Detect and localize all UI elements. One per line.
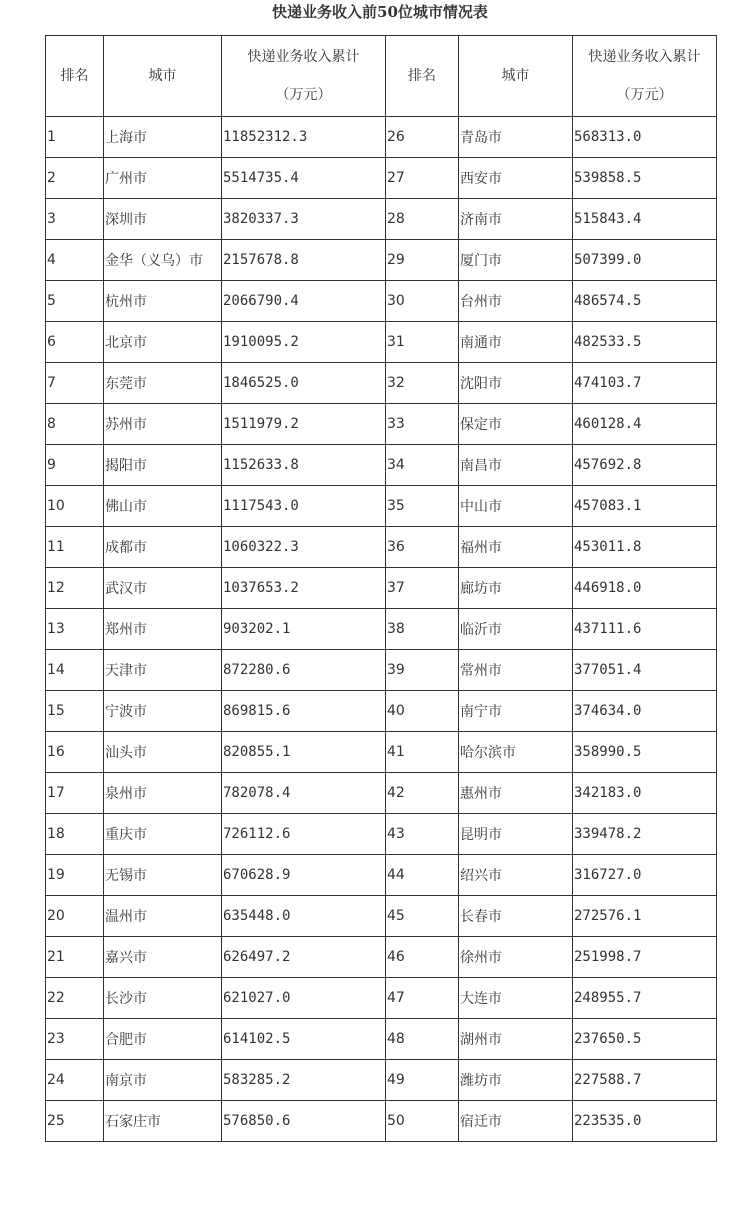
rank-cell: 23 xyxy=(46,1019,104,1060)
city-cell: 南昌市 xyxy=(459,445,573,486)
revenue-cell: 539858.5 xyxy=(573,158,717,199)
rank-cell: 16 xyxy=(46,732,104,773)
table-row xyxy=(46,281,717,322)
rank-cell: 32 xyxy=(386,363,459,404)
revenue-cell: 248955.7 xyxy=(573,978,717,1019)
city-cell: 惠州市 xyxy=(459,773,573,814)
revenue-cell: 457083.1 xyxy=(573,486,717,527)
header-city-right: 城市 xyxy=(459,36,573,117)
city-cell: 重庆市 xyxy=(104,814,222,855)
revenue-cell: 316727.0 xyxy=(573,855,717,896)
revenue-cell: 507399.0 xyxy=(573,240,717,281)
rank-cell: 2 xyxy=(46,158,104,199)
rank-cell: 10 xyxy=(46,486,104,527)
city-cell: 东莞市 xyxy=(104,363,222,404)
city-cell: 沈阳市 xyxy=(459,363,573,404)
city-cell: 南宁市 xyxy=(459,691,573,732)
table-row xyxy=(46,1060,717,1101)
revenue-cell: 1117543.0 xyxy=(222,486,386,527)
city-cell: 宿迁市 xyxy=(459,1101,573,1142)
rank-cell: 20 xyxy=(46,896,104,937)
revenue-cell: 576850.6 xyxy=(222,1101,386,1142)
revenue-cell: 1037653.2 xyxy=(222,568,386,609)
rank-cell: 42 xyxy=(386,773,459,814)
city-cell: 大连市 xyxy=(459,978,573,1019)
city-revenue-table xyxy=(45,35,717,1142)
revenue-cell: 482533.5 xyxy=(573,322,717,363)
table-row xyxy=(46,609,717,650)
rank-cell: 1 xyxy=(46,117,104,158)
city-cell: 汕头市 xyxy=(104,732,222,773)
header-rank-left: 排名 xyxy=(46,36,104,117)
city-cell: 天津市 xyxy=(104,650,222,691)
city-cell: 潍坊市 xyxy=(459,1060,573,1101)
revenue-cell: 223535.0 xyxy=(573,1101,717,1142)
rank-cell: 46 xyxy=(386,937,459,978)
city-cell: 泉州市 xyxy=(104,773,222,814)
rank-cell: 50 xyxy=(386,1101,459,1142)
table-row xyxy=(46,937,717,978)
city-cell: 揭阳市 xyxy=(104,445,222,486)
revenue-cell: 583285.2 xyxy=(222,1060,386,1101)
rank-cell: 11 xyxy=(46,527,104,568)
revenue-cell: 515843.4 xyxy=(573,199,717,240)
table-row xyxy=(46,404,717,445)
city-cell: 嘉兴市 xyxy=(104,937,222,978)
rank-cell: 5 xyxy=(46,281,104,322)
city-cell: 湖州市 xyxy=(459,1019,573,1060)
table-row xyxy=(46,568,717,609)
city-cell: 温州市 xyxy=(104,896,222,937)
table-row xyxy=(46,117,717,158)
city-cell: 保定市 xyxy=(459,404,573,445)
table-row xyxy=(46,322,717,363)
rank-cell: 41 xyxy=(386,732,459,773)
rank-cell: 38 xyxy=(386,609,459,650)
rank-cell: 30 xyxy=(386,281,459,322)
revenue-cell: 486574.5 xyxy=(573,281,717,322)
rank-cell: 3 xyxy=(46,199,104,240)
revenue-cell: 1060322.3 xyxy=(222,527,386,568)
rank-cell: 43 xyxy=(386,814,459,855)
rank-cell: 18 xyxy=(46,814,104,855)
city-cell: 深圳市 xyxy=(104,199,222,240)
city-cell: 宁波市 xyxy=(104,691,222,732)
city-cell: 佛山市 xyxy=(104,486,222,527)
city-cell: 常州市 xyxy=(459,650,573,691)
table-row xyxy=(46,445,717,486)
city-cell: 临沂市 xyxy=(459,609,573,650)
table-row xyxy=(46,363,717,404)
city-cell: 厦门市 xyxy=(459,240,573,281)
city-cell: 徐州市 xyxy=(459,937,573,978)
city-cell: 合肥市 xyxy=(104,1019,222,1060)
city-cell: 长春市 xyxy=(459,896,573,937)
city-cell: 郑州市 xyxy=(104,609,222,650)
revenue-cell: 872280.6 xyxy=(222,650,386,691)
revenue-cell: 820855.1 xyxy=(222,732,386,773)
revenue-cell: 437111.6 xyxy=(573,609,717,650)
table-row xyxy=(46,773,717,814)
city-cell: 武汉市 xyxy=(104,568,222,609)
revenue-cell: 457692.8 xyxy=(573,445,717,486)
rank-cell: 47 xyxy=(386,978,459,1019)
revenue-cell: 869815.6 xyxy=(222,691,386,732)
revenue-cell: 374634.0 xyxy=(573,691,717,732)
city-cell: 苏州市 xyxy=(104,404,222,445)
city-cell: 福州市 xyxy=(459,527,573,568)
revenue-cell: 568313.0 xyxy=(573,117,717,158)
table-row xyxy=(46,240,717,281)
rank-cell: 6 xyxy=(46,322,104,363)
revenue-cell: 635448.0 xyxy=(222,896,386,937)
table-row xyxy=(46,199,717,240)
rank-cell: 19 xyxy=(46,855,104,896)
table-row xyxy=(46,486,717,527)
city-cell: 济南市 xyxy=(459,199,573,240)
header-revenue-right-line2: （万元） xyxy=(616,87,673,103)
header-revenue-right xyxy=(573,36,717,117)
city-cell: 无锡市 xyxy=(104,855,222,896)
header-rank-right: 排名 xyxy=(386,36,459,117)
rank-cell: 45 xyxy=(386,896,459,937)
header-revenue-left-line1: 快递业务收入累计 xyxy=(247,49,360,65)
header-row xyxy=(46,36,717,117)
rank-cell: 26 xyxy=(386,117,459,158)
city-cell: 石家庄市 xyxy=(104,1101,222,1142)
rank-cell: 8 xyxy=(46,404,104,445)
rank-cell: 12 xyxy=(46,568,104,609)
table-row xyxy=(46,650,717,691)
table-row xyxy=(46,1019,717,1060)
revenue-cell: 474103.7 xyxy=(573,363,717,404)
revenue-cell: 2066790.4 xyxy=(222,281,386,322)
revenue-cell: 670628.9 xyxy=(222,855,386,896)
rank-cell: 35 xyxy=(386,486,459,527)
revenue-cell: 626497.2 xyxy=(222,937,386,978)
revenue-cell: 782078.4 xyxy=(222,773,386,814)
city-cell: 昆明市 xyxy=(459,814,573,855)
rank-cell: 9 xyxy=(46,445,104,486)
city-cell: 杭州市 xyxy=(104,281,222,322)
table-row xyxy=(46,158,717,199)
revenue-cell: 3820337.3 xyxy=(222,199,386,240)
city-cell: 北京市 xyxy=(104,322,222,363)
city-cell: 上海市 xyxy=(104,117,222,158)
table-body xyxy=(46,117,717,1142)
header-revenue-left-line2: （万元） xyxy=(275,87,332,103)
table-row xyxy=(46,732,717,773)
revenue-cell: 1846525.0 xyxy=(222,363,386,404)
rank-cell: 25 xyxy=(46,1101,104,1142)
rank-cell: 22 xyxy=(46,978,104,1019)
rank-cell: 27 xyxy=(386,158,459,199)
table-row xyxy=(46,1101,717,1142)
revenue-cell: 358990.5 xyxy=(573,732,717,773)
rank-cell: 39 xyxy=(386,650,459,691)
revenue-cell: 342183.0 xyxy=(573,773,717,814)
rank-cell: 37 xyxy=(386,568,459,609)
revenue-cell: 460128.4 xyxy=(573,404,717,445)
revenue-cell: 903202.1 xyxy=(222,609,386,650)
rank-cell: 28 xyxy=(386,199,459,240)
revenue-cell: 453011.8 xyxy=(573,527,717,568)
city-cell: 绍兴市 xyxy=(459,855,573,896)
table-row xyxy=(46,896,717,937)
city-cell: 南通市 xyxy=(459,322,573,363)
rank-cell: 21 xyxy=(46,937,104,978)
city-cell: 南京市 xyxy=(104,1060,222,1101)
city-cell: 长沙市 xyxy=(104,978,222,1019)
rank-cell: 17 xyxy=(46,773,104,814)
city-cell: 广州市 xyxy=(104,158,222,199)
city-cell: 廊坊市 xyxy=(459,568,573,609)
rank-cell: 48 xyxy=(386,1019,459,1060)
revenue-cell: 5514735.4 xyxy=(222,158,386,199)
table-row xyxy=(46,527,717,568)
revenue-cell: 621027.0 xyxy=(222,978,386,1019)
rank-cell: 24 xyxy=(46,1060,104,1101)
rank-cell: 44 xyxy=(386,855,459,896)
city-cell: 中山市 xyxy=(459,486,573,527)
rank-cell: 36 xyxy=(386,527,459,568)
header-revenue-left xyxy=(222,36,386,117)
revenue-cell: 1910095.2 xyxy=(222,322,386,363)
revenue-cell: 339478.2 xyxy=(573,814,717,855)
rank-cell: 13 xyxy=(46,609,104,650)
revenue-cell: 1152633.8 xyxy=(222,445,386,486)
rank-cell: 14 xyxy=(46,650,104,691)
revenue-cell: 377051.4 xyxy=(573,650,717,691)
table-row xyxy=(46,855,717,896)
revenue-cell: 251998.7 xyxy=(573,937,717,978)
city-cell: 台州市 xyxy=(459,281,573,322)
rank-cell: 31 xyxy=(386,322,459,363)
header-revenue-right-line1: 快递业务收入累计 xyxy=(588,49,701,65)
rank-cell: 40 xyxy=(386,691,459,732)
revenue-cell: 227588.7 xyxy=(573,1060,717,1101)
city-cell: 青岛市 xyxy=(459,117,573,158)
revenue-cell: 11852312.3 xyxy=(222,117,386,158)
city-cell: 金华（义乌）市 xyxy=(104,240,222,281)
revenue-cell: 1511979.2 xyxy=(222,404,386,445)
rank-cell: 29 xyxy=(386,240,459,281)
header-city-left: 城市 xyxy=(104,36,222,117)
revenue-cell: 726112.6 xyxy=(222,814,386,855)
page-title: 快递业务收入前50位城市情况表 xyxy=(272,3,488,21)
rank-cell: 49 xyxy=(386,1060,459,1101)
rank-cell: 15 xyxy=(46,691,104,732)
table-row xyxy=(46,814,717,855)
table-header xyxy=(46,36,717,117)
revenue-cell: 272576.1 xyxy=(573,896,717,937)
rank-cell: 4 xyxy=(46,240,104,281)
table-row xyxy=(46,978,717,1019)
rank-cell: 33 xyxy=(386,404,459,445)
revenue-cell: 2157678.8 xyxy=(222,240,386,281)
city-cell: 哈尔滨市 xyxy=(459,732,573,773)
revenue-cell: 614102.5 xyxy=(222,1019,386,1060)
rank-cell: 34 xyxy=(386,445,459,486)
rank-cell: 7 xyxy=(46,363,104,404)
city-cell: 西安市 xyxy=(459,158,573,199)
revenue-cell: 237650.5 xyxy=(573,1019,717,1060)
revenue-cell: 446918.0 xyxy=(573,568,717,609)
table-row xyxy=(46,691,717,732)
city-cell: 成都市 xyxy=(104,527,222,568)
